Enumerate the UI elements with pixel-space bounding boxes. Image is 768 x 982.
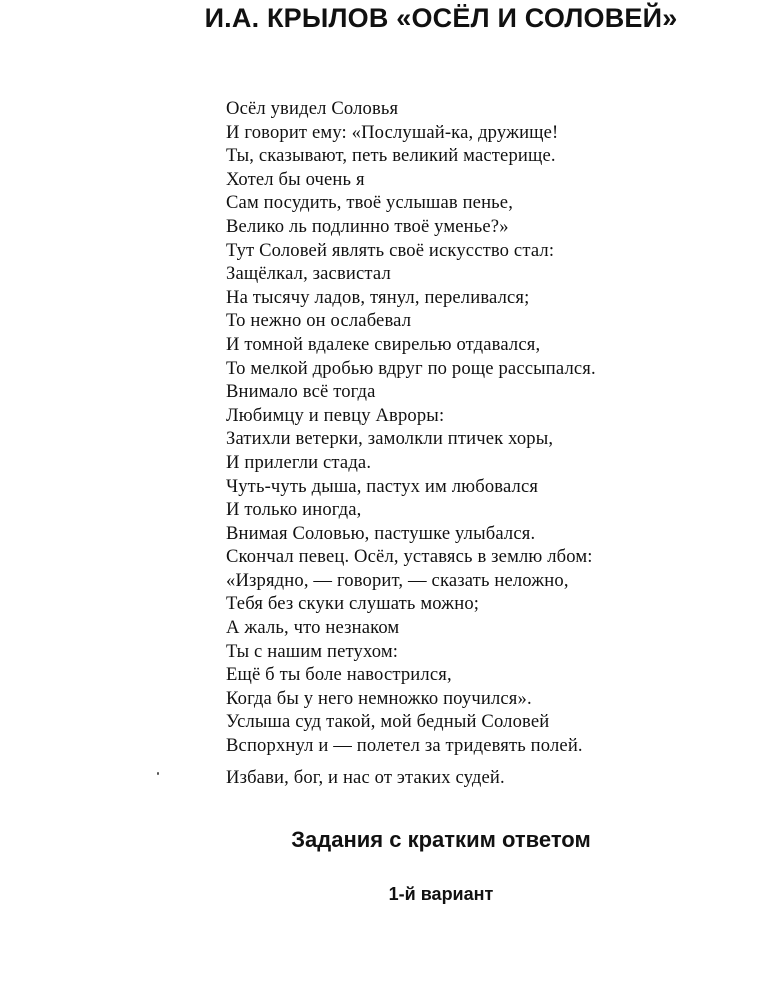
poem-line: Когда бы у него немножко поучился». [226, 687, 532, 709]
poem-line: И только иногда, [226, 499, 362, 521]
poem-line: Скончал певец. Осёл, уставясь в землю лбом: [226, 546, 593, 568]
poem-line: Вспорхнул и — полетел за тридевять полей. [226, 735, 583, 757]
poem-line: На тысячу ладов, тянул, переливался; [226, 286, 530, 308]
poem-line: Ты с нашим петухом: [226, 640, 399, 662]
poem-text [226, 97, 746, 758]
page-title: И.А. КРЫЛОВ «ОСЁЛ И СОЛОВЕЙ» [204, 3, 678, 33]
poem-line: Чуть-чуть дыша, пастух им любовался [226, 475, 539, 497]
poem-line: Затихли ветерки, замолкли птичек хоры, [226, 428, 554, 450]
poem-line: Любимцу и певцу Авроры: [226, 404, 445, 426]
poem-line: Внимало всё тогда [226, 381, 376, 403]
poem-line: Услыша суд такой, мой бедный Соловей [226, 711, 550, 733]
poem-line: Внимая Соловью, пастушке улыбался. [226, 522, 536, 544]
poem-line: То нежно он ослабевал [226, 310, 412, 332]
poem-line: И прилегли стада. [226, 451, 372, 473]
section-heading: Задания с кратким ответом [291, 827, 591, 852]
poem-line: Осёл увидел Соловья [226, 98, 399, 119]
poem-line: Сам посудить, твоё услышав пенье, [226, 192, 514, 214]
poem-line: И говорит ему: «Послушай-ка, дружище! [226, 121, 559, 143]
variant-heading: 1-й вариант [388, 884, 494, 904]
poem-line: Тебя без скуки слушать можно; [226, 593, 480, 615]
poem-line: Защёлкал, засвистал [226, 263, 391, 285]
poem-line: А жаль, что незнаком [226, 617, 400, 639]
poem-moral: Избави, бог, и нас от этаких судей. [226, 767, 505, 788]
poem-line: Хотел бы очень я [226, 168, 365, 190]
poem-line: Велико ль подлинно твоё уменье?» [226, 215, 509, 237]
poem-line: «Изрядно, — говорит, — сказать неложно, [226, 569, 569, 591]
poem-line: Тут Соловей являть своё искусство стал: [226, 239, 555, 261]
poem-line: То мелкой дробью вдруг по роще рассыпался. [226, 357, 596, 379]
poem-line: Ты, сказывают, петь великий мастерище. [226, 145, 556, 167]
poem-line: Ещё б ты боле навострился, [226, 664, 452, 686]
poem-line: И томной вдалеке свирелью отдавался, [226, 333, 541, 355]
print-speck [157, 772, 159, 775]
